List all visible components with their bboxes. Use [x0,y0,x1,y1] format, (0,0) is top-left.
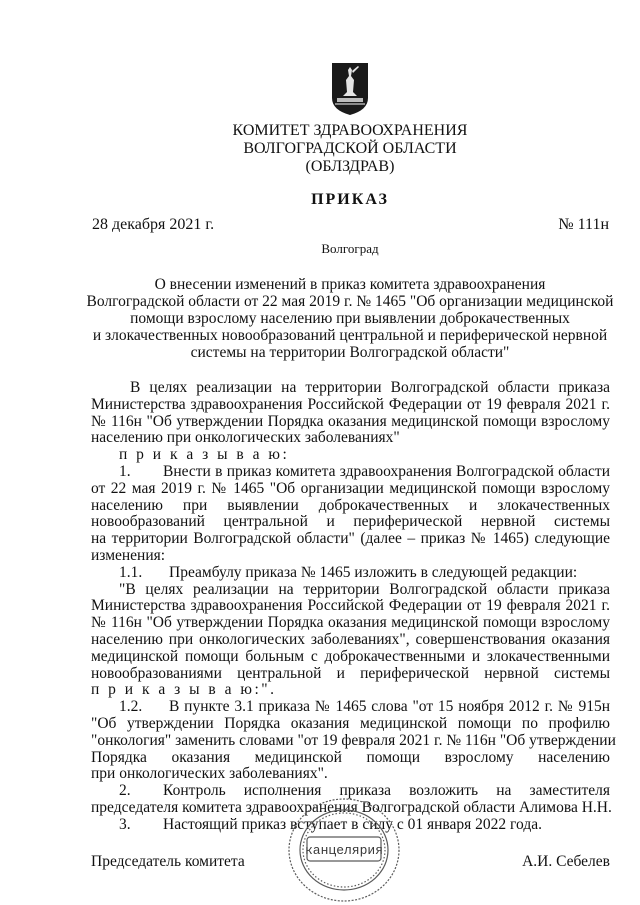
subject-line: и злокачественных новообразований центральной и периферической нервной [92,327,608,344]
item11-text: Преамбулу приказа № 1465 изложить в следующей редакции: [169,563,578,581]
order-city: Волгоград [321,241,379,256]
subject-line: помощи взрослому населению при выявлении доброкачественных [130,310,570,327]
office-stamp [285,795,403,905]
item12-line: "онкология" заменить словами "от 19 февраля 2021 г. № 116н "Об утверждении [91,731,616,749]
order-subject [80,276,620,361]
item12-number: 1.2. [119,698,143,716]
item1-line: новообразований центральной и периферической нервной системы [91,513,610,531]
order-date: 28 декабря 2021 г. [92,216,215,233]
org-short-name: (ОБЛЗДРАВ) [305,158,395,175]
item12-text: В пункте 3.1 приказа № 1465 слова "от 15 ноября 2012 г. № 915н [169,698,610,716]
item1-line: населению при выявлении доброкачественных и злокачественных [91,496,610,514]
item1-line: на территории Волгоградской области" (далее – приказ № 1465) следующие [91,530,610,548]
item2-line: председателя комитета здравоохранения Волгоградской области Алимова Н.Н. [91,798,612,816]
item12-line: при онкологических заболеваниях". [91,765,328,783]
stamp-label: канцелярия [304,843,384,858]
quote-end-line: п р и к а з ы в а ю:". [91,681,277,699]
quote-line: новообразованиями центральной и периферической нервной системы [91,664,610,682]
item1-first-line [91,464,610,481]
org-name-line1: КОМИТЕТ ЗДРАВООХРАНЕНИЯ [232,122,468,139]
subject-line: О внесении изменений в приказ комитета здравоохранения [154,276,546,293]
quote-line: населению при онкологических заболеваниях", совершенствования оказания [91,630,610,648]
org-name-line2: ВОЛГОГРАДСКОЙ ОБЛАСТИ [243,140,457,157]
item11-number: 1.1. [119,563,143,581]
signature-name: А.И. Себелев [522,853,610,870]
quote-line: № 116н "Об утверждении Порядка оказания медицинской помощи взрослому [91,614,610,632]
signature-position: Председатель комитета [91,853,245,870]
subject-line: системы на территории Волгоградской области" [190,344,510,361]
preamble-line: В целях реализации на территории Волгоградской области приказа [130,379,610,396]
item11-line [91,565,610,582]
quote-line: Министерства здравоохранения Российской Федерации от 19 февраля 2021 г. [91,597,610,615]
item1-line: от 22 мая 2019 г. № 1465 "Об организации медицинской помощи взрослому [91,479,610,497]
item1-text: Внести в приказ комитета здравоохранения Волгоградской области [163,462,610,480]
item1-number: 1. [119,462,131,480]
preamble-line: № 116н "Об утверждении Порядка оказания медицинской помощи взрослому [91,412,610,430]
order-title: ПРИКАЗ [311,191,389,208]
item2-number: 2. [119,782,131,800]
quote-line: медицинской помощи больным с доброкачественными и злокачественными [91,647,610,665]
item2-text: Контроль исполнения приказа возложить на заместителя [163,782,610,800]
item1-line: изменения: [91,546,166,564]
volgograd-emblem-icon [331,62,369,116]
item12-line: Порядка оказания медицинской помощи взрослому населению [91,748,610,766]
item3-text: Настоящий приказ вступает в силу с 01 января 2022 года. [163,815,542,833]
prikazyvayu-line: п р и к а з ы в а ю: [119,446,290,464]
item3-number: 3. [119,815,131,833]
subject-line: Волгоградской области от 22 мая 2019 г. № 1465 "Об организации медицинской [86,293,614,310]
order-number: № 111н [558,216,609,233]
item12-line: "Об утверждении Порядка оказания медицинской помощи по профилю [91,714,610,732]
order-body [91,379,616,834]
item12-first-line [91,699,610,716]
preamble-line: населению при онкологических заболеваниях" [91,429,400,447]
preamble-line: Министерства здравоохранения Российской Федерации от 19 февраля 2021 г. [91,395,610,413]
quote-line: "В целях реализации на территории Волгоградской области приказа [119,580,610,598]
